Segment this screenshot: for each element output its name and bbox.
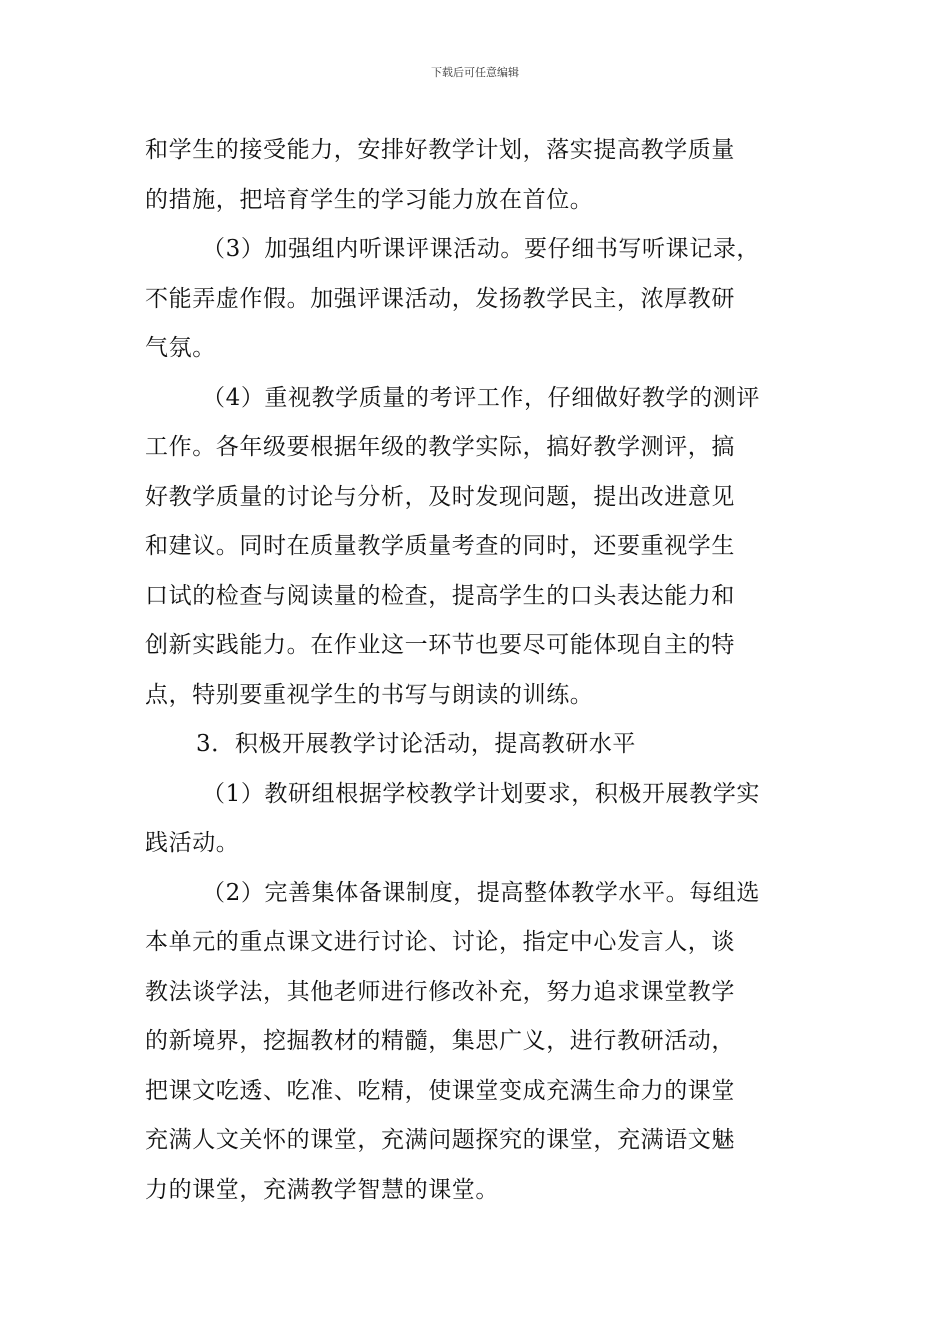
text-line: 好教学质量的讨论与分析，及时发现问题，提出改进意见 xyxy=(145,483,735,510)
section-heading: 3．积极开展教学讨论活动，提高教研水平 xyxy=(196,731,637,757)
text-line: （1）教研组根据学校教学计划要求，积极开展教学实 xyxy=(202,780,761,807)
text-line: 的措施，把培育学生的学习能力放在首位。 xyxy=(145,186,594,213)
text-line: 充满人文关怀的课堂，充满问题探究的课堂，充满语文魅 xyxy=(145,1127,735,1153)
text-line: 不能弄虚作假。加强评课活动，发扬教学民主，浓厚教研 xyxy=(145,285,735,312)
text-line: 和建议。同时在质量教学质量考查的同时，还要重视学生 xyxy=(145,533,735,559)
text-line: （2）完善集体备课制度，提高整体教学水平。每组选 xyxy=(202,879,761,906)
text-line: 创新实践能力。在作业这一环节也要尽可能体现自主的特 xyxy=(145,632,735,658)
text-line: 点，特别要重视学生的书写与朗读的训练。 xyxy=(145,681,594,708)
text-line: 把课文吃透、吃准、吃精，使课堂变成充满生命力的课堂 xyxy=(145,1077,735,1104)
text-line: 工作。各年级要根据年级的教学实际，搞好教学测评，搞 xyxy=(145,434,735,460)
text-line: （4）重视教学质量的考评工作，仔细做好教学的测评 xyxy=(202,384,761,411)
text-line: 和学生的接受能力，安排好教学计划，落实提高教学质量 xyxy=(145,137,735,163)
body-text xyxy=(145,126,810,1215)
text-line: 力的课堂，充满教学智慧的课堂。 xyxy=(145,1176,499,1203)
text-line: 践活动。 xyxy=(145,830,240,856)
text-line: 口试的检查与阅读量的检查，提高学生的口头表达能力和 xyxy=(145,582,735,609)
text-line: 气氛。 xyxy=(145,335,216,361)
text-line: 本单元的重点课文进行讨论、讨论，指定中心发言人，谈 xyxy=(145,929,735,955)
text-line: （3）加强组内听课评课活动。要仔细书写听课记录， xyxy=(202,236,761,262)
text-line: 的新境界，挖掘教材的精髓，集思广义，进行教研活动， xyxy=(145,1028,735,1054)
page-header: 下载后可任意编辑 xyxy=(431,66,519,79)
text-line: 教法谈学法，其他老师进行修改补充，努力追求课堂教学 xyxy=(145,978,735,1005)
